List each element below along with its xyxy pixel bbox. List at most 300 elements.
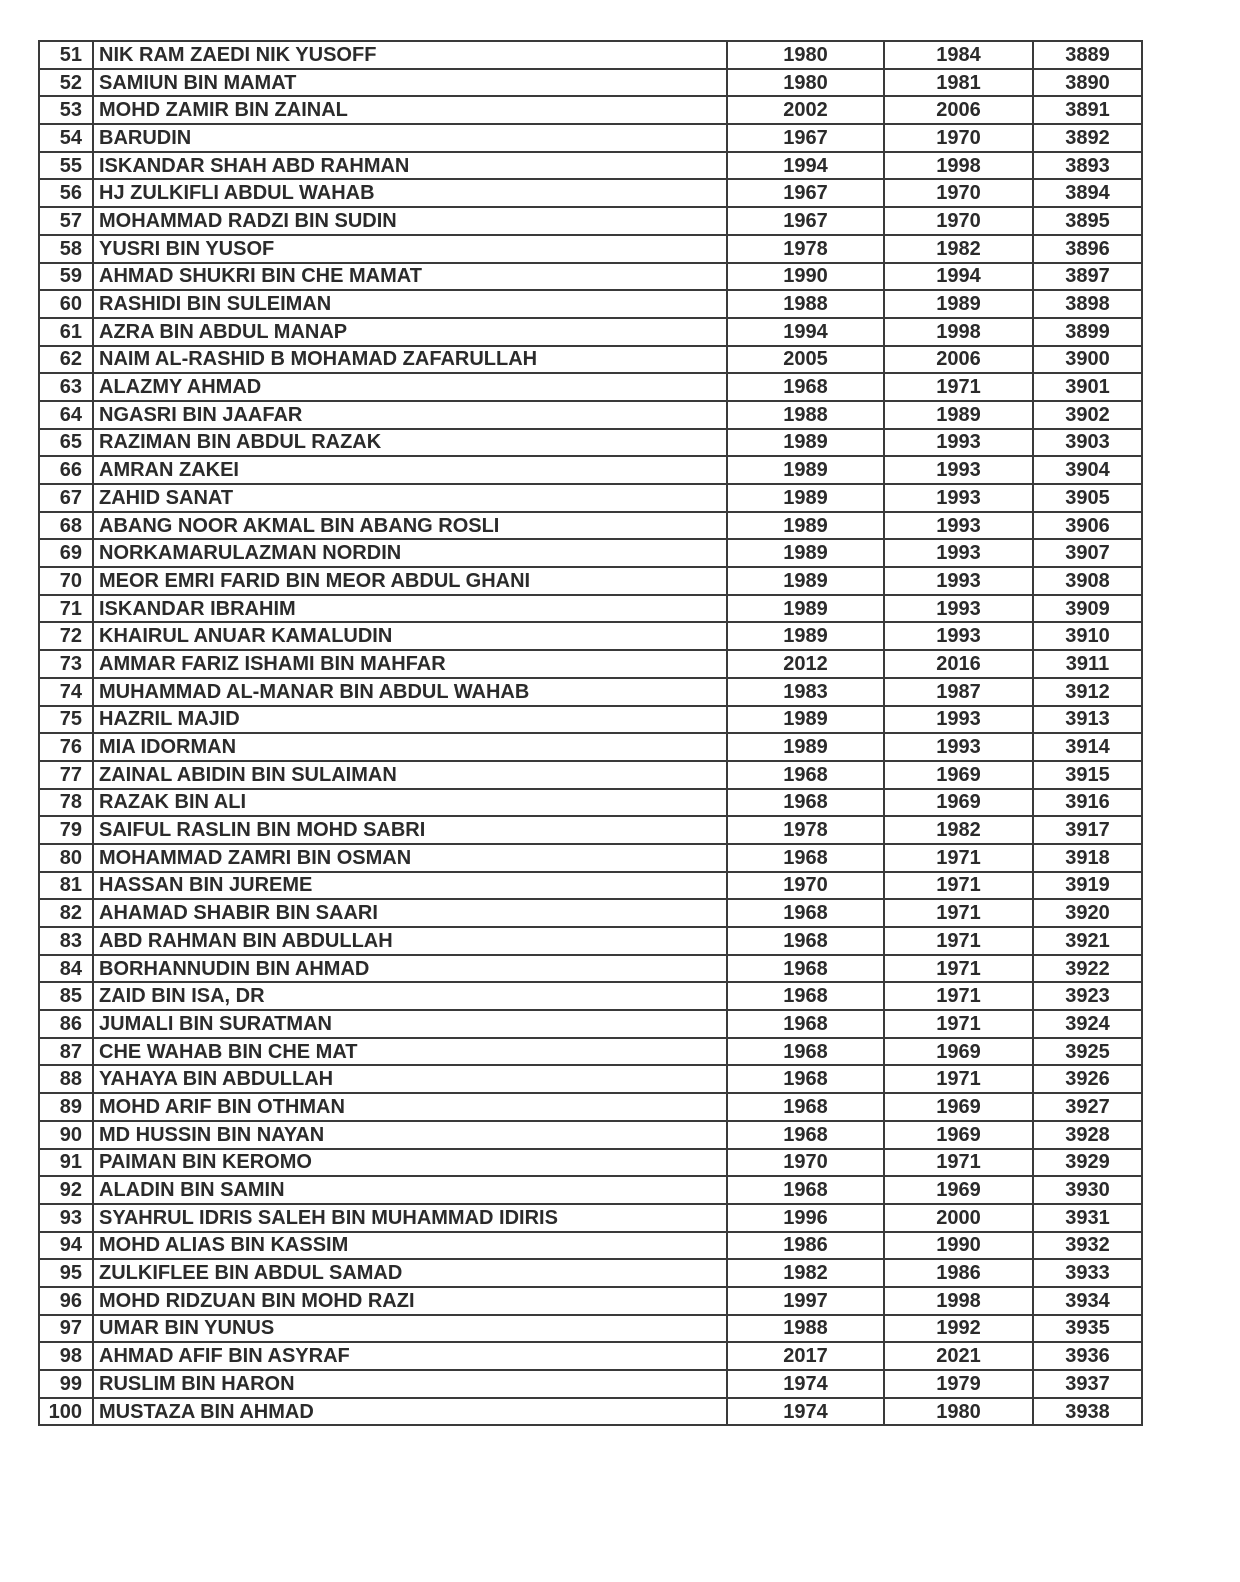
row-number-cell: 88: [39, 1065, 93, 1093]
table-row: [39, 733, 1142, 761]
table-row: [39, 761, 1142, 789]
member-id-cell: 3902: [1033, 401, 1142, 429]
member-id-cell: 3899: [1033, 318, 1142, 346]
year-start-cell: 1989: [727, 595, 884, 623]
year-start-cell: 1989: [727, 706, 884, 734]
year-end-cell: 1971: [884, 1010, 1033, 1038]
row-number-cell: 52: [39, 69, 93, 97]
member-name-cell: RUSLIM BIN HARON: [93, 1370, 727, 1398]
table-row: [39, 927, 1142, 955]
member-name-cell: NIK RAM ZAEDI NIK YUSOFF: [93, 41, 727, 69]
year-start-cell: 1968: [727, 1176, 884, 1204]
year-start-cell: 1968: [727, 1038, 884, 1066]
member-name-cell: AMRAN ZAKEI: [93, 456, 727, 484]
table-row: [39, 263, 1142, 291]
year-end-cell: 1993: [884, 429, 1033, 457]
member-name-cell: YAHAYA BIN ABDULLAH: [93, 1065, 727, 1093]
year-end-cell: 2006: [884, 96, 1033, 124]
member-id-cell: 3896: [1033, 235, 1142, 263]
member-name-cell: MOHD RIDZUAN BIN MOHD RAZI: [93, 1287, 727, 1315]
member-id-cell: 3893: [1033, 152, 1142, 180]
member-id-cell: 3938: [1033, 1398, 1142, 1426]
row-number-cell: 71: [39, 595, 93, 623]
year-end-cell: 1971: [884, 899, 1033, 927]
year-start-cell: 1980: [727, 69, 884, 97]
year-end-cell: 1971: [884, 373, 1033, 401]
member-name-cell: ZULKIFLEE BIN ABDUL SAMAD: [93, 1259, 727, 1287]
row-number-cell: 58: [39, 235, 93, 263]
year-end-cell: 1971: [884, 955, 1033, 983]
year-start-cell: 1997: [727, 1287, 884, 1315]
member-name-cell: MD HUSSIN BIN NAYAN: [93, 1121, 727, 1149]
table-row: [39, 872, 1142, 900]
table-row: [39, 207, 1142, 235]
member-name-cell: AHMAD SHUKRI BIN CHE MAMAT: [93, 263, 727, 291]
year-end-cell: 1993: [884, 539, 1033, 567]
year-start-cell: 2002: [727, 96, 884, 124]
row-number-cell: 63: [39, 373, 93, 401]
row-number-cell: 69: [39, 539, 93, 567]
table-row: [39, 484, 1142, 512]
row-number-cell: 93: [39, 1204, 93, 1232]
row-number-cell: 87: [39, 1038, 93, 1066]
row-number-cell: 75: [39, 706, 93, 734]
row-number-cell: 65: [39, 429, 93, 457]
member-name-cell: MUHAMMAD AL-MANAR BIN ABDUL WAHAB: [93, 678, 727, 706]
year-end-cell: 1986: [884, 1259, 1033, 1287]
table-row: [39, 1398, 1142, 1426]
member-name-cell: ISKANDAR SHAH ABD RAHMAN: [93, 152, 727, 180]
year-start-cell: 1968: [727, 1065, 884, 1093]
table-row: [39, 41, 1142, 69]
year-end-cell: 1982: [884, 816, 1033, 844]
table-row: [39, 899, 1142, 927]
row-number-cell: 68: [39, 512, 93, 540]
year-end-cell: 1970: [884, 207, 1033, 235]
year-start-cell: 1968: [727, 1121, 884, 1149]
row-number-cell: 89: [39, 1093, 93, 1121]
year-start-cell: 1989: [727, 622, 884, 650]
member-id-cell: 3891: [1033, 96, 1142, 124]
table-row: [39, 650, 1142, 678]
year-end-cell: 1993: [884, 512, 1033, 540]
year-start-cell: 1978: [727, 816, 884, 844]
table-row: [39, 982, 1142, 1010]
year-end-cell: 2006: [884, 346, 1033, 374]
year-end-cell: 1971: [884, 927, 1033, 955]
member-name-cell: AHMAD AFIF BIN ASYRAF: [93, 1342, 727, 1370]
year-start-cell: 1968: [727, 1093, 884, 1121]
year-start-cell: 2005: [727, 346, 884, 374]
year-end-cell: 1993: [884, 595, 1033, 623]
member-name-cell: BORHANNUDIN BIN AHMAD: [93, 955, 727, 983]
row-number-cell: 67: [39, 484, 93, 512]
year-start-cell: 1974: [727, 1398, 884, 1426]
year-start-cell: 1980: [727, 41, 884, 69]
row-number-cell: 85: [39, 982, 93, 1010]
member-name-cell: KHAIRUL ANUAR KAMALUDIN: [93, 622, 727, 650]
member-id-cell: 3931: [1033, 1204, 1142, 1232]
year-start-cell: 1996: [727, 1204, 884, 1232]
table-row: [39, 1232, 1142, 1260]
member-name-cell: BARUDIN: [93, 124, 727, 152]
table-row: [39, 1204, 1142, 1232]
row-number-cell: 61: [39, 318, 93, 346]
row-number-cell: 81: [39, 872, 93, 900]
member-name-cell: HJ ZULKIFLI ABDUL WAHAB: [93, 179, 727, 207]
table-row: [39, 373, 1142, 401]
year-end-cell: 1979: [884, 1370, 1033, 1398]
table-row: [39, 1176, 1142, 1204]
member-name-cell: SAMIUN BIN MAMAT: [93, 69, 727, 97]
member-name-cell: ABANG NOOR AKMAL BIN ABANG ROSLI: [93, 512, 727, 540]
row-number-cell: 51: [39, 41, 93, 69]
year-start-cell: 1968: [727, 1010, 884, 1038]
member-id-cell: 3922: [1033, 955, 1142, 983]
table-row: [39, 706, 1142, 734]
member-id-cell: 3897: [1033, 263, 1142, 291]
year-end-cell: 1993: [884, 706, 1033, 734]
member-name-cell: CHE WAHAB BIN CHE MAT: [93, 1038, 727, 1066]
member-name-cell: MOHD ALIAS BIN KASSIM: [93, 1232, 727, 1260]
year-start-cell: 1986: [727, 1232, 884, 1260]
member-id-cell: 3890: [1033, 69, 1142, 97]
member-id-cell: 3927: [1033, 1093, 1142, 1121]
year-start-cell: 1989: [727, 484, 884, 512]
year-start-cell: 2012: [727, 650, 884, 678]
member-name-cell: NGASRI BIN JAAFAR: [93, 401, 727, 429]
row-number-cell: 77: [39, 761, 93, 789]
row-number-cell: 98: [39, 1342, 93, 1370]
year-start-cell: 1988: [727, 290, 884, 318]
member-id-cell: 3935: [1033, 1315, 1142, 1343]
member-id-cell: 3916: [1033, 789, 1142, 817]
row-number-cell: 80: [39, 844, 93, 872]
row-number-cell: 95: [39, 1259, 93, 1287]
member-id-cell: 3928: [1033, 1121, 1142, 1149]
row-number-cell: 100: [39, 1398, 93, 1426]
year-end-cell: 1998: [884, 152, 1033, 180]
table-row: [39, 1259, 1142, 1287]
member-id-cell: 3930: [1033, 1176, 1142, 1204]
row-number-cell: 90: [39, 1121, 93, 1149]
member-id-cell: 3934: [1033, 1287, 1142, 1315]
year-end-cell: 1982: [884, 235, 1033, 263]
table-row: [39, 401, 1142, 429]
member-id-cell: 3911: [1033, 650, 1142, 678]
table-row: [39, 179, 1142, 207]
year-end-cell: 1984: [884, 41, 1033, 69]
year-start-cell: 1994: [727, 318, 884, 346]
member-id-cell: 3894: [1033, 179, 1142, 207]
year-end-cell: 1993: [884, 567, 1033, 595]
table-row: [39, 235, 1142, 263]
year-start-cell: 1990: [727, 263, 884, 291]
row-number-cell: 66: [39, 456, 93, 484]
member-id-cell: 3906: [1033, 512, 1142, 540]
row-number-cell: 62: [39, 346, 93, 374]
member-table: [38, 40, 1143, 1426]
member-id-cell: 3932: [1033, 1232, 1142, 1260]
table-row: [39, 456, 1142, 484]
table-row: [39, 69, 1142, 97]
year-end-cell: 1993: [884, 456, 1033, 484]
member-id-cell: 3926: [1033, 1065, 1142, 1093]
member-id-cell: 3936: [1033, 1342, 1142, 1370]
member-name-cell: MOHD ZAMIR BIN ZAINAL: [93, 96, 727, 124]
year-end-cell: 1969: [884, 1038, 1033, 1066]
row-number-cell: 53: [39, 96, 93, 124]
year-end-cell: 1989: [884, 290, 1033, 318]
member-id-cell: 3912: [1033, 678, 1142, 706]
year-end-cell: 1981: [884, 69, 1033, 97]
member-id-cell: 3905: [1033, 484, 1142, 512]
row-number-cell: 57: [39, 207, 93, 235]
table-row: [39, 1149, 1142, 1177]
year-end-cell: 1969: [884, 789, 1033, 817]
year-end-cell: 2021: [884, 1342, 1033, 1370]
year-end-cell: 1971: [884, 1149, 1033, 1177]
row-number-cell: 73: [39, 650, 93, 678]
row-number-cell: 78: [39, 789, 93, 817]
year-start-cell: 1983: [727, 678, 884, 706]
table-row: [39, 1342, 1142, 1370]
year-end-cell: 1971: [884, 872, 1033, 900]
member-id-cell: 3914: [1033, 733, 1142, 761]
member-name-cell: NORKAMARULAZMAN NORDIN: [93, 539, 727, 567]
member-id-cell: 3907: [1033, 539, 1142, 567]
member-id-cell: 3901: [1033, 373, 1142, 401]
row-number-cell: 59: [39, 263, 93, 291]
row-number-cell: 79: [39, 816, 93, 844]
year-end-cell: 1989: [884, 401, 1033, 429]
row-number-cell: 54: [39, 124, 93, 152]
table-row: [39, 124, 1142, 152]
row-number-cell: 74: [39, 678, 93, 706]
table-row: [39, 96, 1142, 124]
row-number-cell: 91: [39, 1149, 93, 1177]
year-end-cell: 1998: [884, 1287, 1033, 1315]
table-row: [39, 1093, 1142, 1121]
row-number-cell: 96: [39, 1287, 93, 1315]
year-end-cell: 2016: [884, 650, 1033, 678]
member-name-cell: ZAID BIN ISA, DR: [93, 982, 727, 1010]
member-id-cell: 3925: [1033, 1038, 1142, 1066]
table-row: [39, 1010, 1142, 1038]
member-id-cell: 3920: [1033, 899, 1142, 927]
member-id-cell: 3889: [1033, 41, 1142, 69]
member-id-cell: 3919: [1033, 872, 1142, 900]
year-start-cell: 1968: [727, 899, 884, 927]
member-id-cell: 3937: [1033, 1370, 1142, 1398]
year-end-cell: 1992: [884, 1315, 1033, 1343]
table-row: [39, 1121, 1142, 1149]
year-start-cell: 1968: [727, 761, 884, 789]
table-row: [39, 290, 1142, 318]
year-start-cell: 2017: [727, 1342, 884, 1370]
table-row: [39, 595, 1142, 623]
member-name-cell: ALADIN BIN SAMIN: [93, 1176, 727, 1204]
table-row: [39, 429, 1142, 457]
member-id-cell: 3921: [1033, 927, 1142, 955]
year-start-cell: 1967: [727, 179, 884, 207]
year-start-cell: 1967: [727, 207, 884, 235]
table-row: [39, 1038, 1142, 1066]
member-name-cell: AZRA BIN ABDUL MANAP: [93, 318, 727, 346]
member-name-cell: PAIMAN BIN KEROMO: [93, 1149, 727, 1177]
year-start-cell: 1970: [727, 1149, 884, 1177]
member-id-cell: 3913: [1033, 706, 1142, 734]
member-id-cell: 3898: [1033, 290, 1142, 318]
table-row: [39, 678, 1142, 706]
member-name-cell: YUSRI BIN YUSOF: [93, 235, 727, 263]
year-end-cell: 1969: [884, 1121, 1033, 1149]
member-name-cell: NAIM AL-RASHID B MOHAMAD ZAFARULLAH: [93, 346, 727, 374]
member-id-cell: 3915: [1033, 761, 1142, 789]
row-number-cell: 99: [39, 1370, 93, 1398]
table-row: [39, 955, 1142, 983]
row-number-cell: 72: [39, 622, 93, 650]
member-name-cell: MOHAMMAD RADZI BIN SUDIN: [93, 207, 727, 235]
year-start-cell: 1982: [727, 1259, 884, 1287]
table-row: [39, 539, 1142, 567]
year-end-cell: 1993: [884, 484, 1033, 512]
row-number-cell: 60: [39, 290, 93, 318]
member-name-cell: ZAINAL ABIDIN BIN SULAIMAN: [93, 761, 727, 789]
year-start-cell: 1989: [727, 567, 884, 595]
table-row: [39, 1315, 1142, 1343]
year-start-cell: 1994: [727, 152, 884, 180]
member-id-cell: 3900: [1033, 346, 1142, 374]
table-row: [39, 318, 1142, 346]
table-row: [39, 152, 1142, 180]
year-end-cell: 1990: [884, 1232, 1033, 1260]
member-id-cell: 3895: [1033, 207, 1142, 235]
member-name-cell: MIA IDORMAN: [93, 733, 727, 761]
table-row: [39, 567, 1142, 595]
year-end-cell: 1969: [884, 1093, 1033, 1121]
member-name-cell: UMAR BIN YUNUS: [93, 1315, 727, 1343]
member-name-cell: SYAHRUL IDRIS SALEH BIN MUHAMMAD IDIRIS: [93, 1204, 727, 1232]
year-start-cell: 1968: [727, 955, 884, 983]
year-end-cell: 1970: [884, 124, 1033, 152]
year-start-cell: 1968: [727, 982, 884, 1010]
year-start-cell: 1968: [727, 844, 884, 872]
year-end-cell: 1971: [884, 844, 1033, 872]
member-name-cell: ABD RAHMAN BIN ABDULLAH: [93, 927, 727, 955]
member-name-cell: JUMALI BIN SURATMAN: [93, 1010, 727, 1038]
row-number-cell: 97: [39, 1315, 93, 1343]
member-id-cell: 3903: [1033, 429, 1142, 457]
year-start-cell: 1988: [727, 1315, 884, 1343]
table-row: [39, 844, 1142, 872]
year-end-cell: 1969: [884, 761, 1033, 789]
row-number-cell: 82: [39, 899, 93, 927]
member-id-cell: 3924: [1033, 1010, 1142, 1038]
member-name-cell: HAZRIL MAJID: [93, 706, 727, 734]
row-number-cell: 83: [39, 927, 93, 955]
member-name-cell: MOHD ARIF BIN OTHMAN: [93, 1093, 727, 1121]
table-row: [39, 816, 1142, 844]
member-id-cell: 3904: [1033, 456, 1142, 484]
member-id-cell: 3910: [1033, 622, 1142, 650]
year-end-cell: 1980: [884, 1398, 1033, 1426]
member-name-cell: ISKANDAR IBRAHIM: [93, 595, 727, 623]
member-id-cell: 3918: [1033, 844, 1142, 872]
year-end-cell: 1971: [884, 1065, 1033, 1093]
year-end-cell: 1994: [884, 263, 1033, 291]
row-number-cell: 94: [39, 1232, 93, 1260]
year-start-cell: 1967: [727, 124, 884, 152]
year-end-cell: 1987: [884, 678, 1033, 706]
member-name-cell: RASHIDI BIN SULEIMAN: [93, 290, 727, 318]
row-number-cell: 92: [39, 1176, 93, 1204]
table-row: [39, 789, 1142, 817]
row-number-cell: 55: [39, 152, 93, 180]
year-end-cell: 1969: [884, 1176, 1033, 1204]
row-number-cell: 86: [39, 1010, 93, 1038]
year-start-cell: 1970: [727, 872, 884, 900]
member-name-cell: SAIFUL RASLIN BIN MOHD SABRI: [93, 816, 727, 844]
table-row: [39, 1370, 1142, 1398]
member-id-cell: 3909: [1033, 595, 1142, 623]
year-start-cell: 1978: [727, 235, 884, 263]
year-start-cell: 1974: [727, 1370, 884, 1398]
member-name-cell: AHAMAD SHABIR BIN SAARI: [93, 899, 727, 927]
year-end-cell: 1998: [884, 318, 1033, 346]
table-row: [39, 512, 1142, 540]
year-start-cell: 1989: [727, 429, 884, 457]
row-number-cell: 76: [39, 733, 93, 761]
member-name-cell: MOHAMMAD ZAMRI BIN OSMAN: [93, 844, 727, 872]
member-name-cell: RAZIMAN BIN ABDUL RAZAK: [93, 429, 727, 457]
member-id-cell: 3917: [1033, 816, 1142, 844]
table-row: [39, 622, 1142, 650]
year-start-cell: 1968: [727, 789, 884, 817]
year-start-cell: 1989: [727, 456, 884, 484]
year-start-cell: 1989: [727, 733, 884, 761]
table-row: [39, 346, 1142, 374]
year-end-cell: 1970: [884, 179, 1033, 207]
year-end-cell: 1993: [884, 622, 1033, 650]
member-id-cell: 3929: [1033, 1149, 1142, 1177]
member-name-cell: ALAZMY AHMAD: [93, 373, 727, 401]
member-name-cell: MUSTAZA BIN AHMAD: [93, 1398, 727, 1426]
year-start-cell: 1968: [727, 373, 884, 401]
member-id-cell: 3892: [1033, 124, 1142, 152]
member-name-cell: ZAHID SANAT: [93, 484, 727, 512]
table-row: [39, 1065, 1142, 1093]
row-number-cell: 84: [39, 955, 93, 983]
row-number-cell: 70: [39, 567, 93, 595]
member-name-cell: MEOR EMRI FARID BIN MEOR ABDUL GHANI: [93, 567, 727, 595]
member-name-cell: HASSAN BIN JUREME: [93, 872, 727, 900]
member-id-cell: 3933: [1033, 1259, 1142, 1287]
table-body: [39, 41, 1142, 1425]
row-number-cell: 64: [39, 401, 93, 429]
year-end-cell: 1971: [884, 982, 1033, 1010]
year-end-cell: 1993: [884, 733, 1033, 761]
year-start-cell: 1989: [727, 539, 884, 567]
member-id-cell: 3923: [1033, 982, 1142, 1010]
member-name-cell: AMMAR FARIZ ISHAMI BIN MAHFAR: [93, 650, 727, 678]
table-row: [39, 1287, 1142, 1315]
year-end-cell: 2000: [884, 1204, 1033, 1232]
year-start-cell: 1988: [727, 401, 884, 429]
member-id-cell: 3908: [1033, 567, 1142, 595]
year-start-cell: 1968: [727, 927, 884, 955]
member-name-cell: RAZAK BIN ALI: [93, 789, 727, 817]
